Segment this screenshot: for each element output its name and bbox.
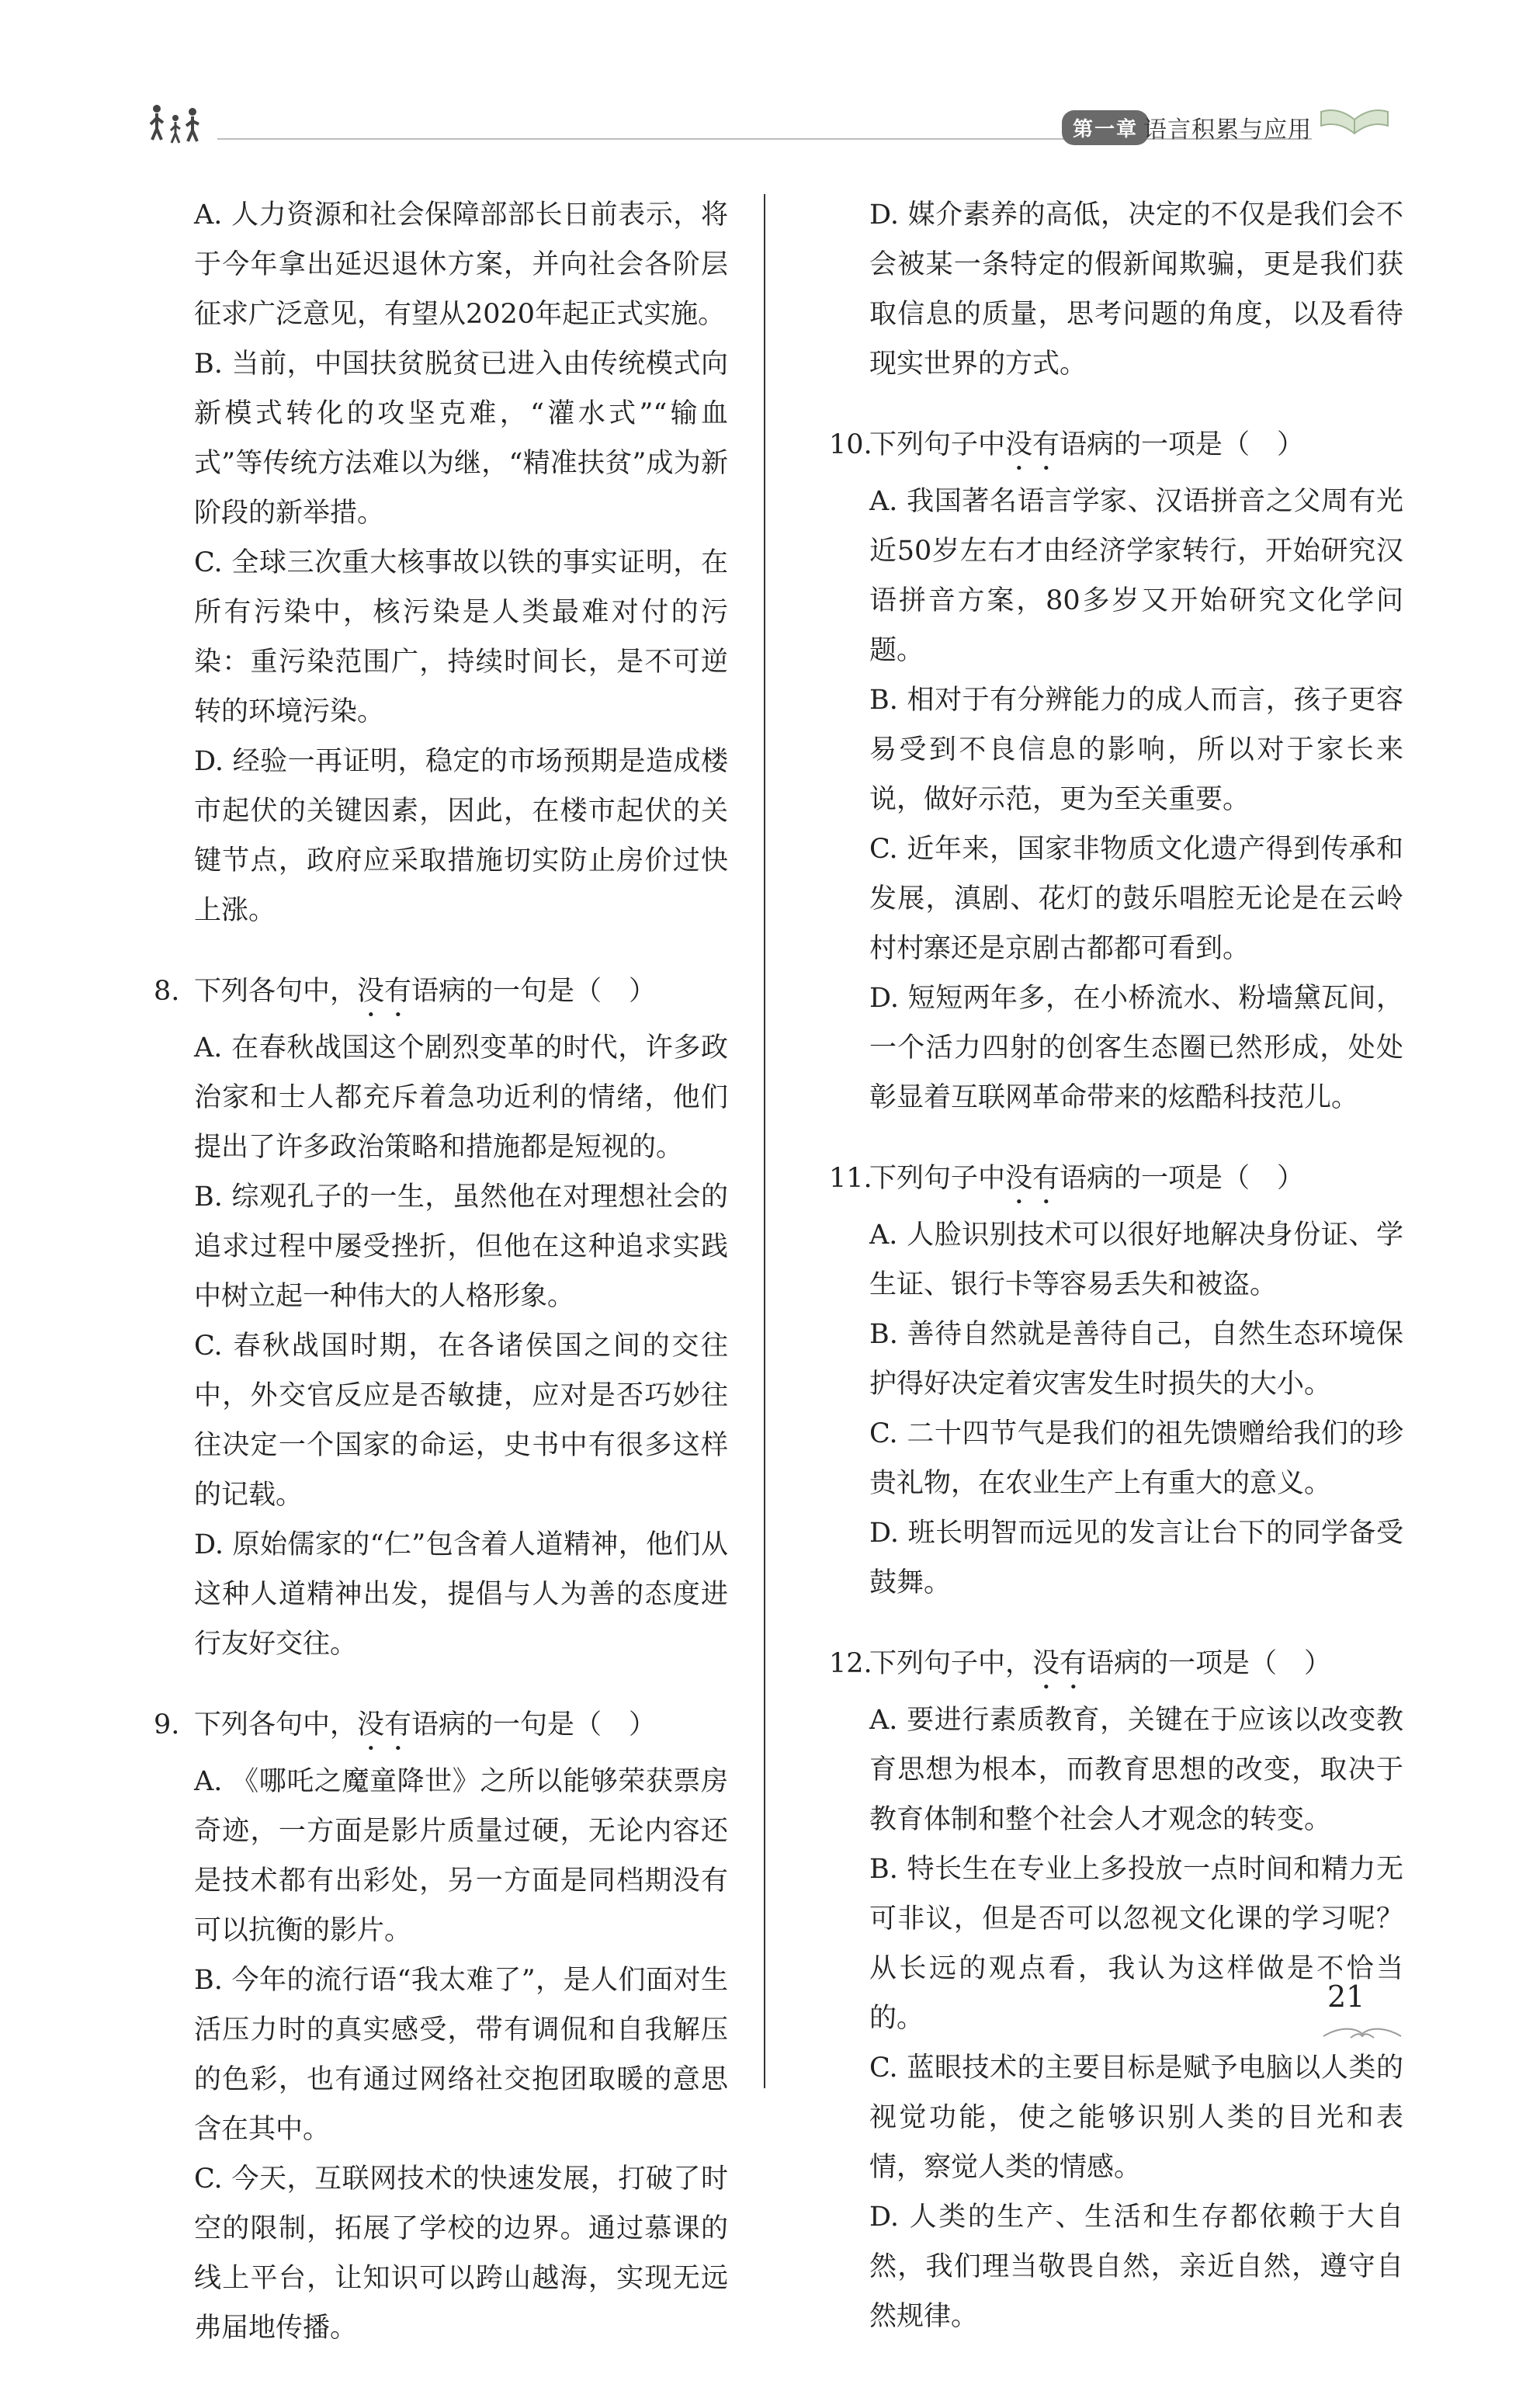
question-12 (829, 1639, 1403, 2341)
column-divider (764, 194, 765, 2088)
option-c: C. 蓝眼技术的主要目标是赋予电脑以人类的视觉功能，使之能够识别人类的目光和表情，察觉人类的情感。 (869, 2053, 1403, 2183)
left-column (154, 190, 728, 2384)
option-a: A. 人力资源和社会保障部部长日前表示，将于今年拿出延迟退休方案，并向社会各阶层征求广泛意见，有望从2020年起正式实施。 (194, 200, 728, 330)
option-c: C. 全球三次重大核事故以铁的事实证明，在所有污染中，核污染是人类最难对付的污染：重污染范围广，持续时间长，是不可逆转的环境污染。 (194, 547, 728, 727)
option-c: C. 春秋战国时期，在各诸侯国之间的交往中，外交官反应是否敏捷，应对是否巧妙往往决定一个国家的命运，史书中有很多这样的记载。 (194, 1331, 728, 1511)
option-c: C. 二十四节气是我们的祖先馈赠给我们的珍贵礼物，在农业生产上有重大的意义。 (869, 1418, 1403, 1499)
option-a: A. 要进行素质教育，关键在于应该以改变教育思想为根本，而教育思想的改变，取决于教育体制和整个社会人才观念的转变。 (869, 1705, 1403, 1835)
option-c: C. 近年来，国家非物质文化遗产得到传承和发展，滇剧、花灯的鼓乐唱腔无论是在云岭村村寨还是京剧古都都可看到。 (869, 834, 1403, 964)
option-b: B. 综观孔子的一生，虽然他在对理想社会的追求过程中屡受挫折，但他在这种追求实践中树立起一种伟大的人格形象。 (194, 1182, 728, 1312)
option-a: A. 我国著名语言学家、汉语拼音之父周有光近50岁左右才由经济学家转行，开始研究汉语拼音方案，80多岁又开始研究文化学问题。 (869, 486, 1403, 666)
option-d: D. 短短两年多，在小桥流水、粉墙黛瓦间，一个活力四射的创客生态圈已然形成，处处彰显着互联网革命带来的炫酷科技范儿。 (869, 983, 1403, 1113)
question-8 (154, 966, 728, 1669)
option-d: D. 人类的生产、生活和生存都依赖于大自然，我们理当敬畏自然，亲近自然，遵守自然规律。 (869, 2202, 1403, 2332)
option-b: B. 相对于有分辨能力的成人而言，孩子更容易受到不良信息的影响，所以对于家长来说，做好示范，更为至关重要。 (869, 685, 1403, 815)
question-7-continued (154, 190, 728, 935)
page-header (147, 93, 1389, 155)
option-d: D. 经验一再证明，稳定的市场预期是造成楼市起伏的关键因素，因此，在楼市起伏的关键节点，政府应采取措施切实防止房价过快上涨。 (194, 746, 728, 926)
option-d: D. 班长明智而远见的发言让台下的同学备受鼓舞。 (869, 1518, 1403, 1598)
option-b: B. 善待自然就是善待自己，自然生态环境保护得好决定着灾害发生时损失的大小。 (869, 1319, 1403, 1400)
open-book-icon (1320, 102, 1389, 141)
question-9 (154, 1700, 728, 2353)
question-11 (829, 1154, 1403, 1608)
question-stem: 9. 下列各句中，没有语病的一句是（ ） (154, 1709, 657, 1740)
running-figures-icon (147, 101, 210, 147)
option-a: A. 在春秋战国这个剧烈变革的时代，许多政治家和士人都充斥着急功近利的情绪，他们提出了许多政治策略和措施都是短视的。 (194, 1032, 728, 1163)
question-9-continued (829, 190, 1403, 389)
right-column (829, 190, 1403, 2372)
option-b: B. 特长生在专业上多投放一点时间和精力无可非议，但是否可以忽视文化课的学习呢？从长远的观点看，我认为这样做是不恰当的。 (869, 1854, 1403, 2034)
section-title: 语言积累与应用 (1143, 116, 1312, 144)
option-b: B. 当前，中国扶贫脱贫已进入由传统模式向新模式转化的攻坚克难，“灌水式”“输血式”等传统方法难以为继，“精准扶贫”成为新阶段的新举措。 (194, 349, 728, 529)
option-d: D. 原始儒家的“仁”包含着人道精神，他们从这种人道精神出发，提倡与人为善的态度进行友好交往。 (194, 1529, 728, 1660)
option-d: D. 媒介素养的高低，决定的不仅是我们会不会被某一条特定的假新闻欺骗，更是我们获取信息的质量，思考问题的角度，以及看待现实世界的方式。 (869, 200, 1403, 380)
option-a: A. 人脸识别技术可以很好地解决身份证、学生证、银行卡等容易丢失和被盗。 (869, 1220, 1403, 1300)
question-10 (829, 420, 1403, 1123)
option-a: A. 《哪吒之魔童降世》之所以能够荣获票房奇迹，一方面是影片质量过硬，无论内容还是技术都有出彩处，另一方面是同档期没有可以抗衡的影片。 (194, 1766, 728, 1946)
page-number: 21 (1327, 1980, 1365, 2014)
question-stem: 11.下列句子中没有语病的一项是（ ） (829, 1163, 1305, 1194)
option-c: C. 今天，互联网技术的快速发展，打破了时空的限制，拓展了学校的边界。通过慕课的线上平台，让知识可以跨山越海，实现无远弗届地传播。 (194, 2164, 728, 2344)
question-stem: 10.下列句子中没有语病的一项是（ ） (829, 429, 1305, 460)
option-b: B. 今年的流行语“我太难了”，是人们面对生活压力时的真实感受，带有调侃和自我解压的色彩，也有通过网络社交抱团取暖的意思含在其中。 (194, 1965, 728, 2145)
question-stem: 8. 下列各句中，没有语病的一句是（ ） (154, 976, 657, 1007)
question-stem: 12.下列句子中，没有语病的一项是（ ） (829, 1648, 1332, 1679)
leaf-ornament-icon (1320, 2022, 1405, 2046)
chapter-badge: 第一章 (1062, 110, 1149, 145)
